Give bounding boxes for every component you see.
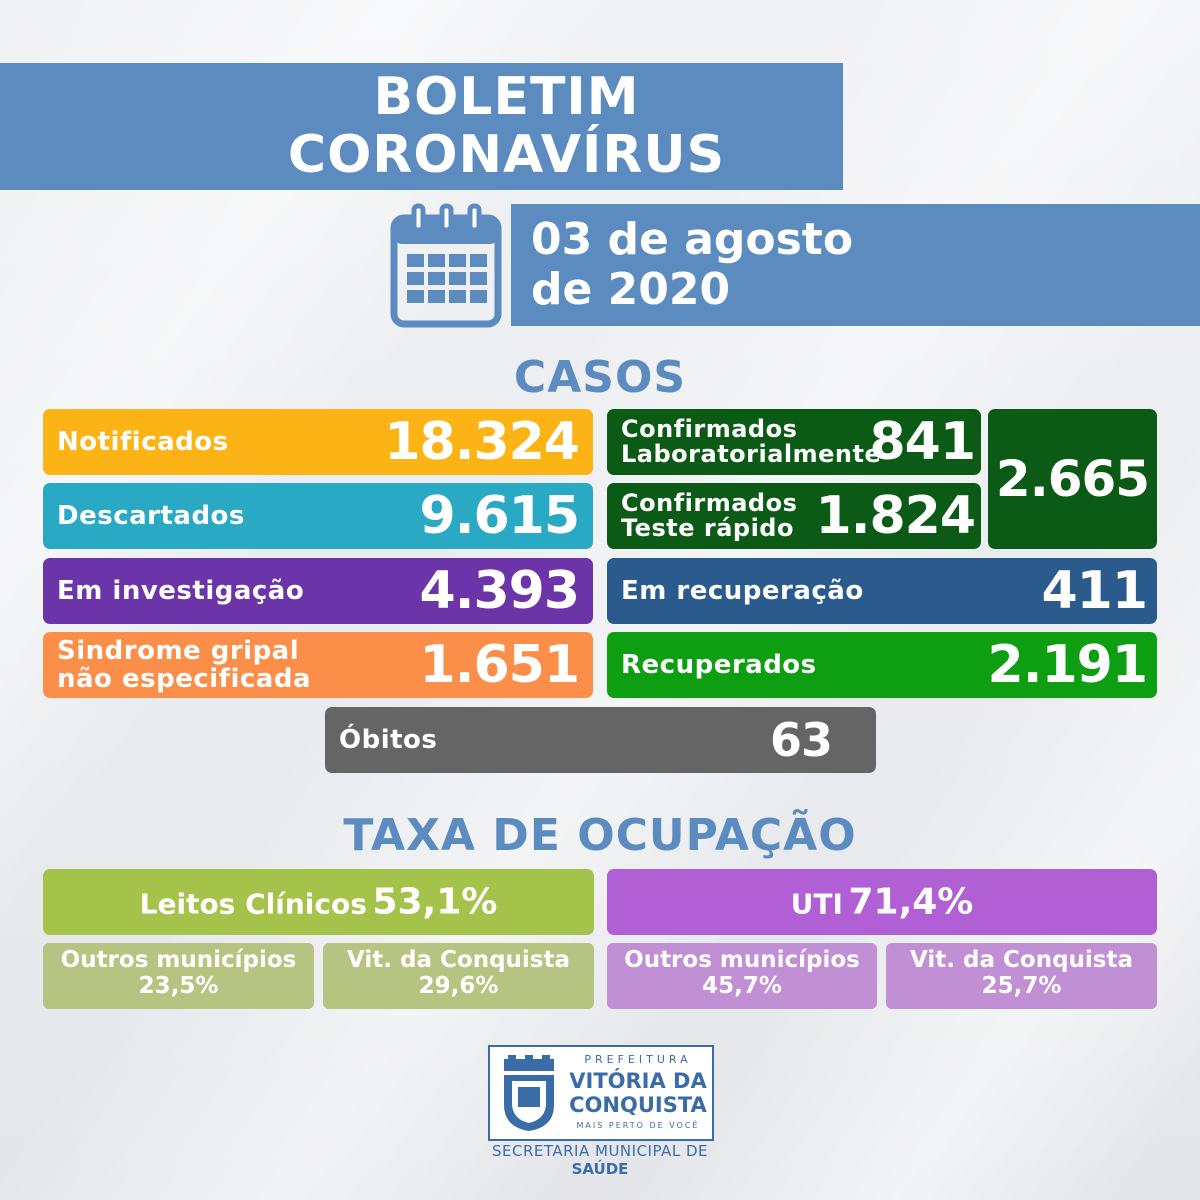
leitos-vitoria-conquista	[323, 943, 594, 1009]
uti-vitoria-label: Vit. da Conquista	[910, 947, 1133, 973]
recuperados-label: Recuperados	[621, 650, 817, 680]
confirmados-lab-label-line-1: Confirmados	[621, 415, 798, 443]
obitos-value: 63	[769, 713, 832, 767]
confirmados-lab-value: 841	[869, 412, 975, 472]
card-notificados	[43, 409, 593, 475]
card-em-investigacao	[43, 558, 593, 624]
logo-slogan: MAIS PERTO DE VOCÊ	[576, 1121, 700, 1130]
confirmados-rapido-label-line-2: Teste rápido	[621, 514, 794, 542]
uti-vitoria-conquista	[886, 943, 1157, 1009]
obitos-label: Óbitos	[339, 725, 438, 755]
uti-value: 71,4%	[848, 881, 974, 923]
logo-city-line-1: VITÓRIA DA	[569, 1069, 707, 1093]
descartados-value: 9.615	[419, 486, 579, 546]
leitos-label: Leitos Clínicos	[139, 887, 367, 921]
logo-city-line-2: CONQUISTA	[569, 1093, 707, 1117]
uti-outros-label: Outros municípios	[624, 947, 860, 973]
secretaria-label: SECRETARIA MUNICIPAL DE	[492, 1142, 708, 1160]
date-line-2: de 2020	[531, 264, 731, 315]
notificados-value: 18.324	[384, 412, 579, 472]
date-banner	[511, 204, 1200, 326]
em-recuperacao-label: Em recuperação	[621, 576, 864, 606]
confirmados-rapido-label-line-1: Confirmados	[621, 489, 798, 517]
card-descartados	[43, 483, 593, 549]
leitos-value: 53,1%	[372, 881, 498, 923]
uti-label: UTI	[790, 887, 843, 921]
card-em-recuperacao	[607, 558, 1157, 624]
card-recuperados	[607, 632, 1157, 698]
leitos-outros-label: Outros municípios	[60, 947, 297, 973]
leitos-outros-value: 23,5%	[138, 973, 219, 999]
descartados-label: Descartados	[57, 501, 245, 531]
em-recuperacao-value: 411	[1041, 561, 1147, 621]
em-investigacao-label: Em investigação	[57, 576, 305, 606]
coat-of-arms-icon	[498, 1055, 560, 1133]
recuperados-value: 2.191	[987, 635, 1147, 695]
notificados-label: Notificados	[57, 427, 229, 457]
card-confirmados-rapido	[607, 483, 981, 549]
card-confirmados-lab	[607, 409, 981, 475]
card-obitos	[325, 707, 876, 773]
date-line-1: 03 de agosto	[531, 214, 854, 265]
confirmados-rapido-label	[621, 491, 797, 541]
sindrome-label-line-1: Sindrome gripal	[57, 636, 300, 666]
uti-outros-municipios	[607, 943, 877, 1009]
casos-title: CASOS	[513, 352, 687, 403]
leitos-row	[43, 882, 594, 923]
title-line-1: BOLETIM	[373, 67, 640, 127]
sindrome-value: 1.651	[419, 635, 579, 695]
uti-row	[607, 882, 1157, 923]
prefeitura-logo	[488, 1045, 714, 1141]
confirmados-lab-label-line-2: Laboratorialmente	[621, 440, 882, 468]
card-sindrome-gripal	[43, 632, 593, 698]
card-leitos-clinicos	[43, 869, 594, 935]
logo-prefeitura: PREFEITURA	[584, 1053, 692, 1066]
leitos-vitoria-label: Vit. da Conquista	[347, 947, 570, 973]
card-confirmados-total	[988, 409, 1157, 549]
confirmados-lab-label	[621, 417, 881, 467]
confirmados-total-value: 2.665	[995, 450, 1150, 508]
title-line-2: CORONAVÍRUS	[287, 125, 726, 185]
card-uti	[607, 869, 1157, 935]
title-banner	[0, 63, 843, 190]
leitos-outros-municipios	[43, 943, 314, 1009]
saude-label: SAÚDE	[571, 1160, 629, 1178]
sindrome-label	[57, 637, 311, 693]
leitos-vitoria-value: 29,6%	[418, 973, 499, 999]
em-investigacao-value: 4.393	[419, 561, 579, 621]
confirmados-rapido-value: 1.824	[815, 486, 975, 546]
sindrome-label-line-2: não especificada	[57, 664, 311, 694]
uti-outros-value: 45,7%	[702, 973, 782, 999]
uti-vitoria-value: 25,7%	[981, 973, 1062, 999]
calendar-icon	[390, 202, 502, 328]
ocupacao-title: TAXA DE OCUPAÇÃO	[343, 810, 857, 861]
